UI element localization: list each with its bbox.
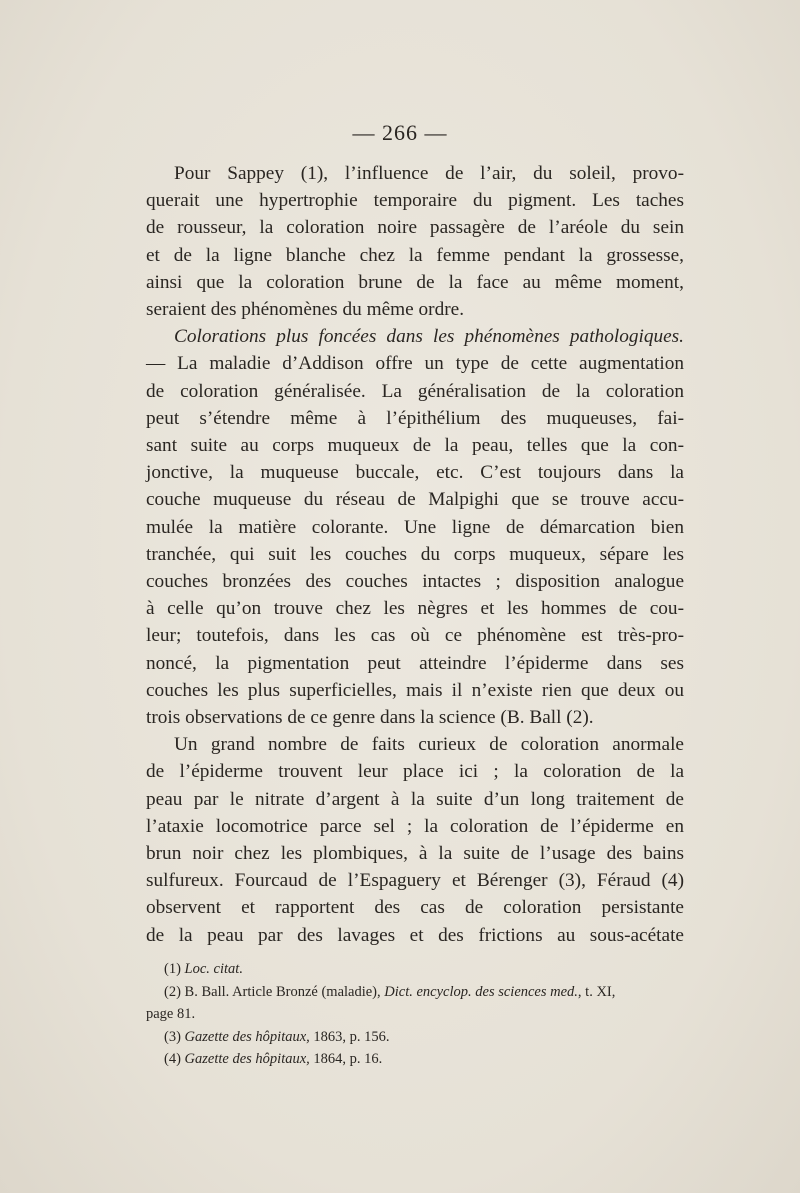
text-line: querait une hypertrophie temporaire du pigment. Les taches (146, 190, 684, 212)
text-line: trois observations de ce genre dans la science (B. Ball (2). (146, 707, 594, 729)
footnote-text: B. Ball. Article Bronzé (maladie), (184, 983, 385, 1000)
footnote-number: (4) (164, 1051, 181, 1067)
text-line: couche muqueuse du réseau de Malpighi que se trouve accu- (146, 489, 684, 511)
footnote-number: (2) (164, 983, 181, 1000)
footnotes (146, 958, 684, 1071)
text-line: de l’épiderme trouvent leur place ici ; la coloration de la (146, 761, 684, 783)
footnote-4 (146, 1048, 684, 1071)
footnote-2-continued: page 81. (146, 1006, 196, 1022)
footnote-source: Gazette des hôpitaux, (184, 1028, 310, 1045)
text-line: couches les plus superficielles, mais il n’existe rien que deux ou (146, 679, 684, 701)
text-line: sant suite au corps muqueux de la peau, telles que la con- (146, 435, 684, 457)
text-line: de coloration généralisée. La généralisation de la coloration (146, 380, 684, 402)
text-line: observent et rapportent des cas de coloration persistante (146, 897, 684, 919)
text-line: Un grand nombre de faits curieux de coloration anormale (174, 734, 684, 756)
text-line: sulfureux. Fourcaud de l’Espaguery et Bérenger (3), Féraud (4) (146, 870, 684, 892)
text-line: — La maladie d’Addison offre un type de cette augmentation (146, 353, 684, 375)
footnote-number: (1) (164, 961, 181, 977)
text-line: et de la ligne blanche chez la femme pendant la grossesse, (146, 244, 684, 266)
text-line: seraient des phénomènes du même ordre. (146, 299, 465, 321)
text-line: noncé, la pigmentation peut atteindre l’épiderme dans ses (146, 652, 684, 674)
footnote-source: Gazette des hôpitaux, (184, 1051, 310, 1067)
text-line: à celle qu’on trouve chez les nègres et les hommes de cou- (146, 598, 684, 620)
footnote-number: (3) (164, 1028, 181, 1045)
text-line: Pour Sappey (1), l’influence de l’air, du soleil, provo- (174, 163, 684, 184)
page-number: — 266 — (352, 120, 448, 145)
section-heading: Colorations plus foncées dans les phénomènes pathologiques. (174, 326, 684, 348)
text-line: l’ataxie locomotrice parce sel ; la coloration de l’épiderme en (146, 815, 684, 837)
text-line: de la peau par des lavages et des frictions au sous-acétate (146, 924, 684, 946)
footnote-2 (146, 981, 684, 1004)
main-text (146, 160, 684, 949)
text-line: tranchée, qui suit les couches du corps muqueux, sépare les (146, 543, 684, 565)
text-line: couches bronzées des couches intactes ; disposition analogue (146, 571, 684, 593)
text-line: peut s’étendre même à l’épithélium des muqueuses, fai- (146, 407, 684, 429)
text-line: brun noir chez les plombiques, à la suite de l’usage des bains (146, 843, 684, 865)
text-line: peau par le nitrate d’argent à la suite d’un long traitement de (146, 788, 684, 810)
text-line: mulée la matière colorante. Une ligne de démarcation bien (146, 516, 684, 538)
footnote-1 (146, 958, 684, 981)
footnote-text: 1864, p. 16. (309, 1051, 383, 1067)
footnote-3 (146, 1026, 684, 1049)
footnote-text: Loc. citat. (184, 961, 243, 977)
text-line: de rousseur, la coloration noire passagère de l’aréole du sein (146, 217, 684, 239)
text-line: ainsi que la coloration brune de la face au même moment, (146, 271, 684, 293)
footnote-text: , t. XI, (577, 983, 616, 1000)
text-line: leur; toutefois, dans les cas où ce phénomène est très-pro- (146, 625, 684, 647)
text-line: jonctive, la muqueuse buccale, etc. C’est toujours dans la (146, 462, 684, 484)
footnote-text: 1863, p. 156. (309, 1028, 390, 1045)
footnote-source: Dict. encyclop. des sciences med. (384, 983, 578, 1000)
